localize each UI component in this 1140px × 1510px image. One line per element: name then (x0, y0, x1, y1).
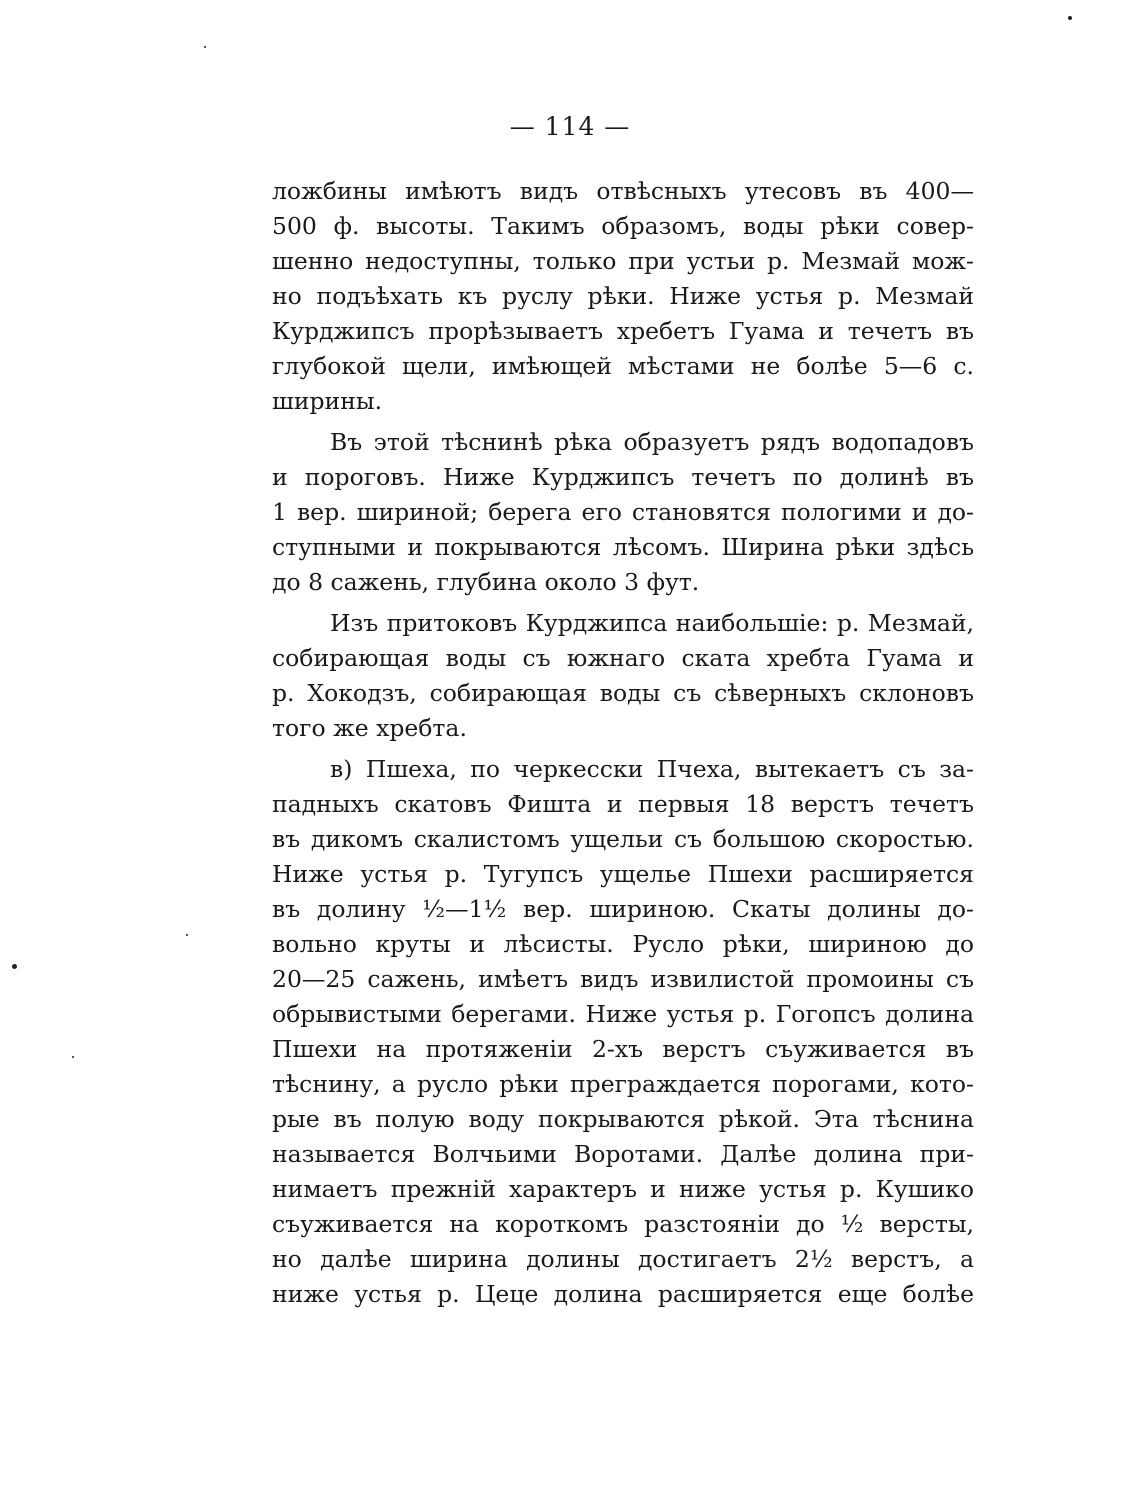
text-line: тѣснину, а русло рѣки преграждается порогами, кото- (272, 1070, 974, 1098)
text-line: глубокой щели, имѣющей мѣстами не болѣе 5—6 с. (272, 352, 974, 380)
text-line: в) Пшеха, по черкесски Пчеха, вытекаетъ съ за- (330, 755, 974, 783)
text-line: рые въ полую воду покрываются рѣкой. Эта тѣснина (272, 1105, 974, 1133)
text-line: 1 вер. шириной; берега его становятся пологими и до- (272, 498, 974, 526)
text-line: Курджипсъ прорѣзываетъ хребетъ Гуама и течетъ въ (272, 317, 974, 345)
text-line: 500 ф. высоты. Такимъ образомъ, воды рѣки совер- (272, 212, 974, 240)
text-line: Изъ притоковъ Курджипса наибольшіе: р. Мезмай, (330, 609, 974, 637)
text-line: падныхъ скатовъ Фишта и первыя 18 верстъ течетъ (272, 790, 974, 818)
text-line: но далѣе ширина долины достигаетъ 2½ верстъ, а (272, 1245, 974, 1273)
text-line: Въ этой тѣснинѣ рѣка образуетъ рядъ водопадовъ (330, 428, 974, 456)
text-line: и пороговъ. Ниже Курджипсъ течетъ по долинѣ въ (272, 463, 974, 491)
text-line: Ниже устья р. Тугупсъ ущелье Пшехи расширяется (272, 860, 974, 888)
page-number: — 114 — (509, 112, 631, 141)
text-line: нимаетъ прежній характеръ и ниже устья р. Кушико (272, 1175, 974, 1203)
scan-speck (186, 934, 188, 936)
text-line: ниже устья р. Цеце долина расширяется еще болѣе (272, 1280, 974, 1308)
scan-speck (12, 964, 17, 969)
text-line: 20—25 сажень, имѣетъ видъ извилистой промоины съ (272, 965, 974, 993)
text-line: Пшехи на протяженіи 2-хъ верстъ съуживается въ (272, 1035, 974, 1063)
scan-speck (1068, 16, 1072, 20)
text-line: называется Волчьими Воротами. Далѣе долина при- (272, 1140, 974, 1168)
text-line: въ дикомъ скалистомъ ущельи съ большою скоростью. (272, 825, 974, 853)
body-text (272, 174, 974, 1312)
text-line: р. Хокодзъ, собирающая воды съ сѣверныхъ склоновъ (272, 679, 974, 707)
text-line: въ долину ½—1½ вер. шириною. Скаты долины до- (272, 895, 974, 923)
text-line: собирающая воды съ южнаго ската хребта Гуама и (272, 644, 974, 672)
text-line: но подъѣхать къ руслу рѣки. Ниже устья р. Мезмай (272, 282, 974, 310)
text-line: ложбины имѣютъ видъ отвѣсныхъ утесовъ въ 400— (272, 177, 974, 205)
text-line: ширины. (272, 387, 383, 415)
text-line: до 8 сажень, глубина около 3 фут. (272, 568, 700, 596)
text-line: обрывистыми берегами. Ниже устья р. Гогопсъ долина (272, 1000, 974, 1028)
scan-speck (72, 1056, 74, 1058)
text-line: ступными и покрываются лѣсомъ. Ширина рѣки здѣсь (272, 533, 974, 561)
text-line: шенно недоступны, только при устьи р. Мезмай мож- (272, 247, 974, 275)
text-line: вольно круты и лѣсисты. Русло рѣки, шириною до (272, 930, 974, 958)
text-line: съуживается на короткомъ разстояніи до ½ версты, (272, 1210, 974, 1238)
text-line: того же хребта. (272, 714, 467, 742)
scan-speck (204, 46, 206, 48)
